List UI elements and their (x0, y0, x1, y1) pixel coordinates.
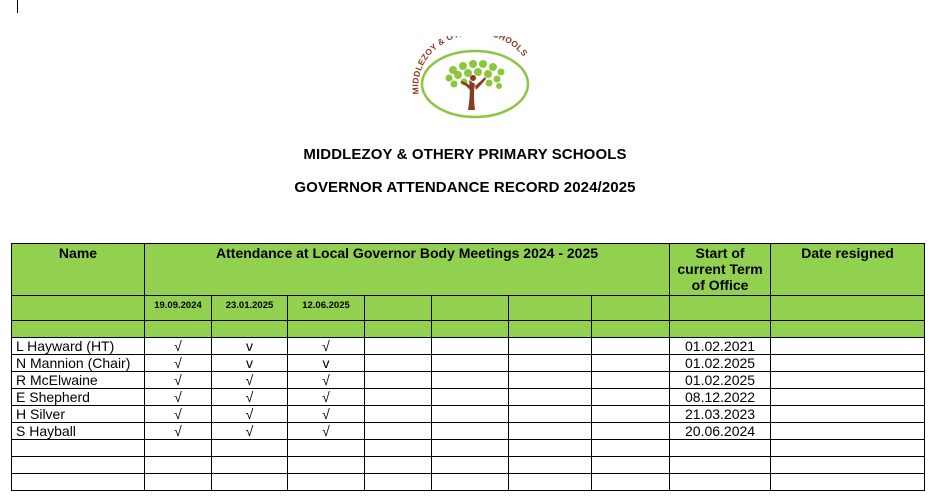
term-start-date: 08.12.2022 (670, 389, 771, 406)
table-row (12, 406, 925, 423)
resigned-date (771, 355, 925, 372)
attendance-mark: v (288, 355, 365, 372)
col-header-date-resigned: Date resigned (771, 244, 925, 296)
logo-arc-text: MIDDLEZOY & O HOOLS (410, 36, 530, 95)
col-header-attendance: Attendance at Local Governor Body Meetings 2024 - 2025 (145, 244, 670, 296)
attendance-mark: v (212, 355, 288, 372)
resigned-date (771, 372, 925, 389)
attendance-mark: √ (288, 406, 365, 423)
attendance-mark: √ (212, 423, 288, 440)
table-row (12, 372, 925, 389)
spacer-row (12, 321, 925, 338)
attendance-mark: √ (212, 389, 288, 406)
school-logo (405, 36, 545, 120)
governor-name: E Shepherd (12, 389, 145, 406)
term-start-date: 20.06.2024 (670, 423, 771, 440)
attendance-table (11, 243, 925, 491)
governor-name: L Hayward (HT) (12, 338, 145, 355)
term-start-date: 01.02.2025 (670, 355, 771, 372)
attendance-mark: √ (145, 372, 212, 389)
empty-row (12, 474, 925, 491)
attendance-mark: √ (145, 355, 212, 372)
attendance-mark: √ (145, 406, 212, 423)
attendance-mark: √ (288, 372, 365, 389)
attendance-mark: √ (212, 406, 288, 423)
school-title: MIDDLEZOY & OTHERY PRIMARY SCHOOLS (303, 146, 627, 163)
resigned-date (771, 423, 925, 440)
table-row (12, 389, 925, 406)
governor-name: H Silver (12, 406, 145, 423)
table-row (12, 338, 925, 355)
empty-row (12, 457, 925, 474)
resigned-date (771, 406, 925, 423)
meeting-date-1: 19.09.2024 (145, 296, 212, 321)
term-start-date: 21.03.2023 (670, 406, 771, 423)
attendance-mark: √ (145, 389, 212, 406)
attendance-mark: √ (288, 338, 365, 355)
table-header-row (12, 244, 925, 296)
attendance-mark: √ (212, 372, 288, 389)
attendance-mark: √ (145, 423, 212, 440)
meeting-date-3: 12.06.2025 (288, 296, 365, 321)
resigned-date (771, 338, 925, 355)
table-row (12, 423, 925, 440)
attendance-mark: v (212, 338, 288, 355)
col-header-name: Name (12, 244, 145, 296)
text-cursor (17, 0, 18, 13)
governor-name: S Hayball (12, 423, 145, 440)
col-header-start-term: Start of current Term of Office (670, 244, 771, 296)
table-row (12, 355, 925, 372)
tree-logo-icon (405, 36, 545, 120)
governor-name: N Mannion (Chair) (12, 355, 145, 372)
meeting-dates-row (12, 296, 925, 321)
governor-name: R McElwaine (12, 372, 145, 389)
empty-row (12, 440, 925, 457)
attendance-mark: √ (288, 423, 365, 440)
meeting-date-2: 23.01.2025 (212, 296, 288, 321)
term-start-date: 01.02.2021 (670, 338, 771, 355)
resigned-date (771, 389, 925, 406)
attendance-mark: √ (145, 338, 212, 355)
record-title: GOVERNOR ATTENDANCE RECORD 2024/2025 (294, 179, 636, 196)
term-start-date: 01.02.2025 (670, 372, 771, 389)
attendance-mark: √ (288, 389, 365, 406)
